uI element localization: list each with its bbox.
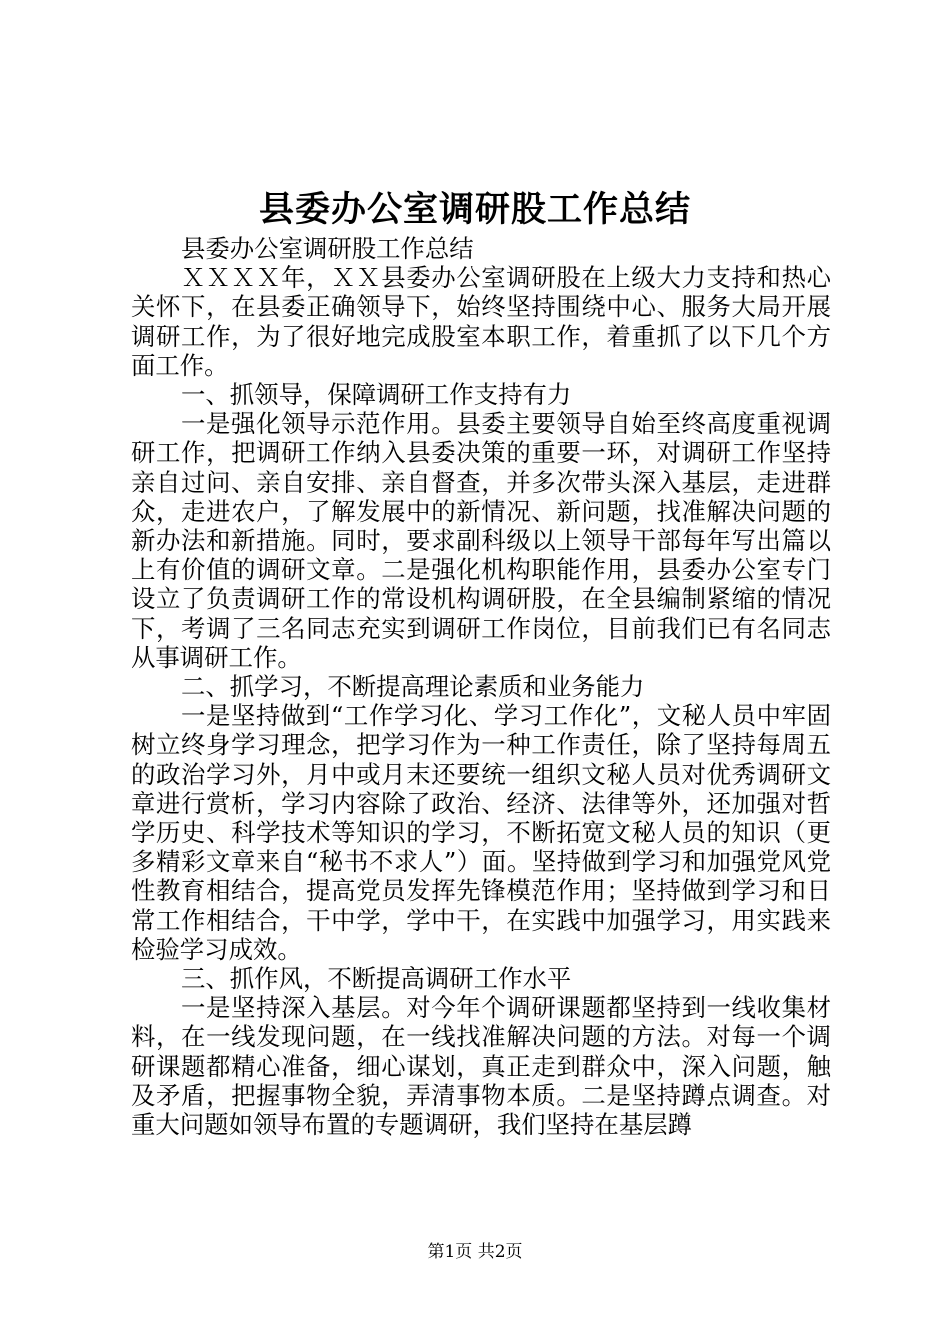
section-heading-1: 一、抓领导，保障调研工作支持有力 [181, 380, 572, 410]
section-heading-2: 二、抓学习，不断提高理论素质和业务能力 [181, 672, 645, 702]
page-footer: 第1页 共2页 [427, 1242, 523, 1262]
section-heading-3: 三、抓作风，不断提高调研工作水平 [181, 964, 572, 994]
paragraph-section-3: 一是坚持深入基层。对今年个调研课题都坚持到一线收集材料，在一线发现问题，在一线找准解决问题的方法。对每一个调研课题都精心准备，细心谋划，真正走到群众中，深入问题，触及矛盾，把握事物全貌，弄清事物本质。二是坚持蹲点调查。对重大问题如领导布置的专题调研，我们坚持在基层蹲 [131, 993, 831, 1140]
paragraph-section-1: 一是强化领导示范作用。县委主要领导自始至终高度重视调研工作，把调研工作纳入县委决策的重要一环，对调研工作坚持亲自过问、亲自安排、亲自督查，并多次带头深入基层，走进群众，走进农户，了解发展中的新情况、新问题，找准解决问题的新办法和新措施。同时，要求副科级以上领导干部每年写出篇以上有价值的调研文章。二是强化机构职能作用，县委办公室专门设立了负责调研工作的常设机构调研股，在全县编制紧缩的情况下，考调了三名同志充实到调研工作岗位，目前我们已有名同志从事调研工作。 [131, 409, 831, 672]
paragraph-subtitle: 县委办公室调研股工作总结 [181, 234, 474, 263]
document-body [131, 234, 831, 1139]
paragraph-intro: ＸＸＸＸ年，ＸＸ县委办公室调研股在上级大力支持和热心关怀下，在县委正确领导下，始终坚持围绕中心、服务大局开展调研工作，为了很好地完成股室本职工作，着重抓了以下几个方面工作。 [131, 263, 831, 380]
paragraph-section-2: 一是坚持做到“工作学习化、学习工作化”，文秘人员中牢固树立终身学习理念，把学习作为一种工作责任，除了坚持每周五的政治学习外，月中或月末还要统一组织文秘人员对优秀调研文章进行赏析，学习内容除了政治、经济、法律等外，还加强对哲学历史、科学技术等知识的学习，不断拓宽文秘人员的知识（更多精彩文章来自“秘书不求人”）面。坚持做到学习和加强党风党性教育相结合，提高党员发挥先锋模范作用；坚持做到学习和日常工作相结合，干中学，学中干，在实践中加强学习，用实践来检验学习成效。 [131, 701, 831, 964]
document-title: 县委办公室调研股工作总结 [258, 189, 691, 230]
